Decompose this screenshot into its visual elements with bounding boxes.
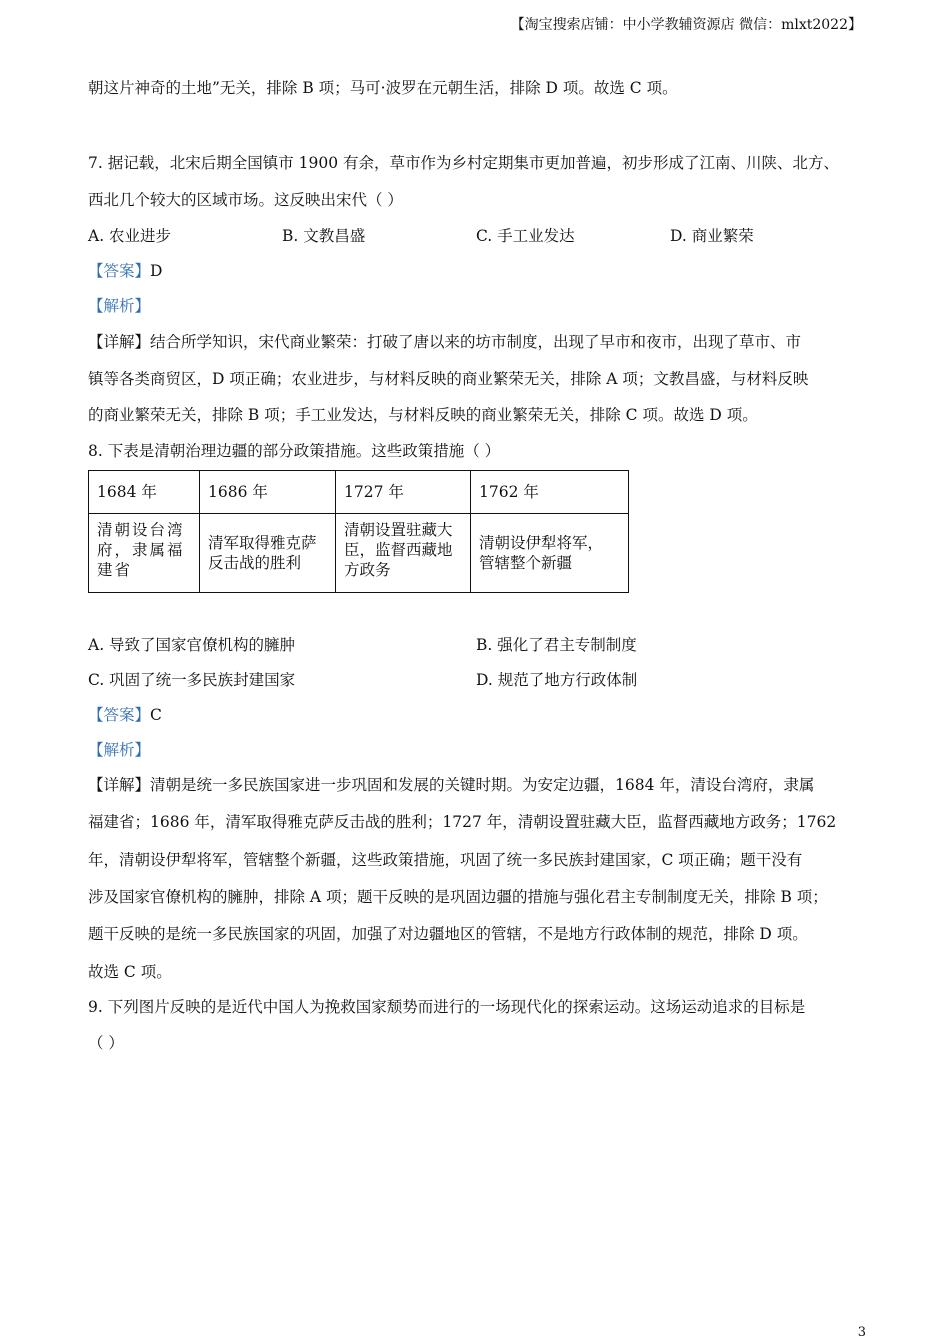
q7-answer-value: D (150, 262, 163, 280)
table-cell-line: 清军取得雅克萨 (208, 534, 317, 552)
q8-analysis-label: 【解析】 (88, 741, 151, 759)
q7-detail-line2: 镇等各类商贸区，D 项正确；农业进步，与材料反映的商业繁荣无关，排除 A 项；文教昌盛，与材料反映 (88, 370, 809, 388)
q8-option-a: A. 导致了国家官僚机构的臃肿 (88, 636, 296, 654)
table-cell-line: 臣，监督西藏地 (344, 541, 453, 559)
q8-option-c: C. 巩固了统一多民族封建国家 (88, 671, 296, 689)
q8-detail-line4: 涉及国家官僚机构的臃肿，排除 A 项；题干反映的是巩固边疆的措施与强化君主专制制度无关，排除 B 项； (88, 888, 828, 906)
q7-option-d: D. 商业繁荣 (670, 227, 754, 245)
table-cell (336, 514, 471, 593)
q7-analysis-label: 【解析】 (88, 297, 151, 315)
q8-detail-line5: 题干反映的是统一多民族国家的巩固，加强了对边疆地区的管辖，不是地方行政体制的规范，排除 D 项。 (88, 925, 808, 943)
table-header-row (89, 471, 629, 514)
table-cell-line: 清朝设伊犁将军， (479, 534, 604, 552)
table-year-cell: 1762 年 (471, 471, 629, 514)
q8-detail-text1: 清朝是统一多民族国家进一步巩固和发展的关键时期。为安定边疆，1684 年，清设台湾府，隶属 (150, 776, 815, 794)
q7-answer-label: 【答案】 (88, 262, 151, 280)
q7-option-a: A. 农业进步 (88, 227, 172, 245)
table-cell-line: 府，隶属福 (97, 541, 185, 559)
q7-option-b: B. 文教昌盛 (282, 227, 366, 245)
table-cell-line: 管辖整个新疆 (479, 554, 573, 572)
q7-stem-line1: 7. 据记载，北宋后期全国镇市 1900 有余，草市作为乡村定期集市更加普遍，初步形成了江南、川陕、北方、 (88, 154, 840, 172)
table-cell-line: 清朝设置驻藏大 (344, 521, 453, 539)
q8-answer-label: 【答案】 (88, 706, 151, 724)
q8-option-b: B. 强化了君主专制制度 (476, 636, 637, 654)
q8-detail-label: 【详解】 (88, 776, 151, 794)
q7-stem-line2: 西北几个较大的区域市场。这反映出宋代（ ） (88, 191, 403, 209)
table-cell-line: 反击战的胜利 (208, 554, 302, 572)
q8-option-d: D. 规范了地方行政体制 (476, 671, 638, 689)
q8-answer-value: C (150, 706, 162, 724)
table-row (89, 514, 629, 593)
q8-detail-line3: 年，清朝设伊犁将军，管辖整个新疆，这些政策措施，巩固了统一多民族封建国家，C 项正确；题干没有 (88, 851, 803, 869)
policy-table (88, 470, 629, 593)
q8-detail-line6: 故选 C 项。 (88, 963, 172, 981)
q8-detail-line1 (88, 773, 814, 795)
table-cell-line: 方政务 (344, 561, 391, 579)
q7-option-c: C. 手工业发达 (476, 227, 575, 245)
q8-detail-line2: 福建省；1686 年，清军取得雅克萨反击战的胜利；1727 年，清朝设置驻藏大臣，监督西藏地方政务；1762 (88, 813, 837, 831)
q7-detail-text1: 结合所学知识，宋代商业繁荣：打破了唐以来的坊市制度，出现了早市和夜市，出现了草市、市 (150, 333, 802, 351)
q9-stem-line2: （ ） (88, 1034, 124, 1052)
q7-detail-line3: 的商业繁荣无关，排除 B 项；手工业发达，与材料反映的商业繁荣无关，排除 C 项。故选 D 项。 (88, 406, 758, 424)
q8-answer (88, 703, 162, 725)
page-number: 3 (857, 1325, 866, 1340)
page-header: 【淘宝搜索店铺：中小学教辅资源店 微信：mlxt2022】 (510, 17, 862, 33)
table-cell-line: 建省 (97, 561, 133, 579)
q9-stem-line1: 9. 下列图片反映的是近代中国人为挽救国家颓势而进行的一场现代化的探索运动。这场运动追求的目标是 (88, 998, 806, 1016)
intro-text: 朝这片神奇的土地”无关，排除 B 项；马可·波罗在元朝生活，排除 D 项。故选 C 项。 (88, 79, 678, 97)
table-year-cell: 1686 年 (200, 471, 336, 514)
table-year-cell: 1727 年 (336, 471, 471, 514)
table-year-cell: 1684 年 (89, 471, 200, 514)
table-cell (471, 514, 629, 593)
q7-answer (88, 259, 162, 281)
table-cell (200, 514, 336, 593)
q7-detail-line1 (88, 330, 801, 352)
q7-detail-label: 【详解】 (88, 333, 151, 351)
table-cell-line: 清朝设台湾 (97, 521, 185, 539)
q8-stem: 8. 下表是清朝治理边疆的部分政策措施。这些政策措施（ ） (88, 442, 501, 460)
table-cell (89, 514, 200, 593)
